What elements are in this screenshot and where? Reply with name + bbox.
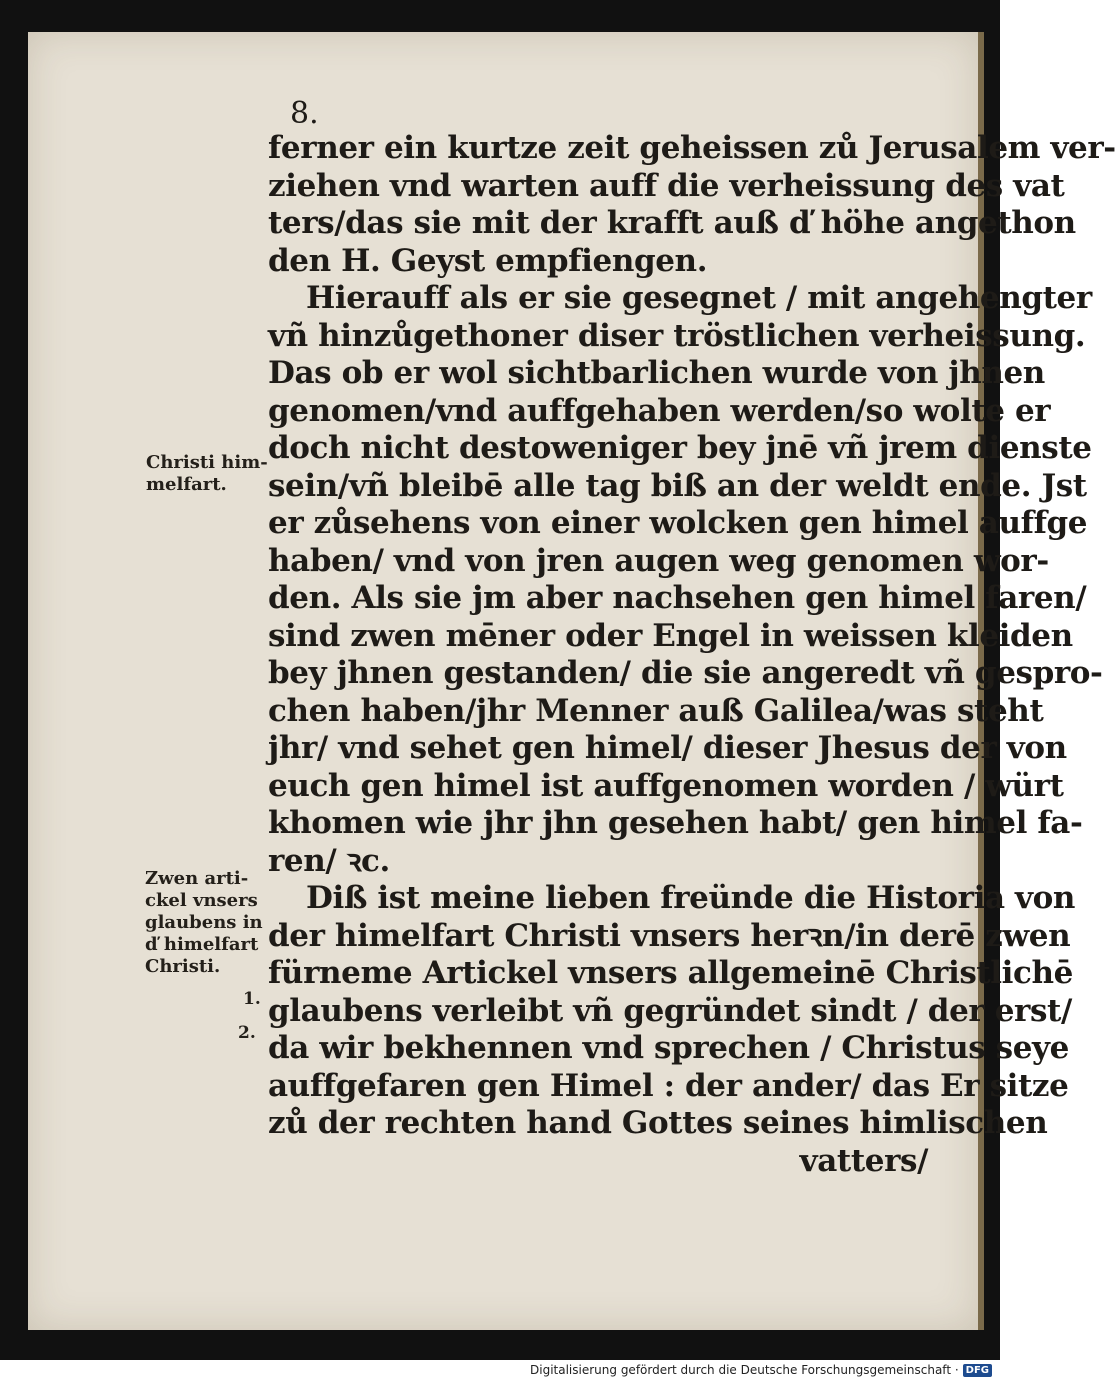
- text-line: chen haben/jhr Menner auß Galilea/was steht: [268, 692, 1044, 729]
- margin-note-line: glaubens in: [145, 912, 263, 933]
- footer-text: Digitalisierung gefördert durch die Deutsche Forschungsgemeinschaft ·: [530, 1363, 959, 1377]
- margin-note-line: melfart.: [146, 474, 227, 495]
- text-line: vñ hinzůgethoner diser tröstlichen verheissung.: [268, 317, 1086, 354]
- text-line: haben/ vnd von jren augen weg genomen wor-: [268, 542, 1049, 579]
- margin-note-artickel: [145, 868, 263, 978]
- text-line: den H. Geyst empfiengen.: [268, 242, 708, 279]
- text-line: glaubens verleibt vñ gegründet sindt / der erst/: [268, 992, 1072, 1029]
- page-number: 8.: [290, 96, 319, 131]
- text-line: jhr/ vnd sehet gen himel/ dieser Jhesus der von: [268, 730, 1067, 766]
- text-line: fürneme Artickel vnsers allgemeinē Christlichē: [268, 955, 1073, 991]
- margin-note-line: Christi him-: [146, 452, 268, 473]
- text-line: ren/ ꝛc.: [268, 842, 390, 879]
- text-line: er zůsehens von einer wolcken gen himel auffge: [268, 505, 1088, 541]
- text-line: ziehen vnd warten auff die verheissung des vat: [268, 167, 1065, 204]
- dfg-logo-icon: DFG: [963, 1364, 992, 1377]
- text-line: da wir bekhennen vnd sprechen / Christus seye: [268, 1030, 1069, 1066]
- text-line: genomen/vnd auffgehaben werden/so wolte er: [268, 392, 1051, 429]
- text-line: doch nicht destoweniger bey jnē vñ jrem dienste: [268, 430, 1092, 466]
- text-line: auffgefaren gen Himel : der ander/ das Er sitze: [268, 1067, 1069, 1104]
- margin-number-2: 2.: [238, 1023, 256, 1043]
- margin-note-line: Christi.: [145, 956, 221, 977]
- text-line: Das ob er wol sichtbarlichen wurde von jhnen: [268, 355, 1045, 391]
- catchword-line: vatters/: [799, 1142, 928, 1179]
- text-line: Hierauff als er sie gesegnet / mit angehengter: [306, 280, 1092, 316]
- text-line: Diß ist meine lieben freünde die Historia von: [306, 880, 1076, 916]
- text-line: zů der rechten hand Gottes seines himlischen: [268, 1105, 1048, 1141]
- text-line: khomen wie jhr jhn gesehen habt/ gen himel fa-: [268, 805, 1083, 841]
- margin-number-1: 1.: [243, 989, 261, 1009]
- text-line: bey jhnen gestanden/ die sie angeredt vñ gespro-: [268, 655, 1103, 691]
- text-line: ters/das sie mit der krafft auß ď höhe angethon: [268, 205, 1076, 241]
- text-line: ferner ein kurtze zeit geheissen zů Jerusalem ver-: [268, 130, 1116, 166]
- main-text-block: [268, 130, 1116, 1180]
- text-line: sein/vñ bleibē alle tag biß an der weldt ende. Jst: [268, 467, 1087, 504]
- text-line: sind zwen mēner oder Engel in weissen kleiden: [268, 617, 1073, 654]
- text-line: der himelfart Christi vnsers herꝛn/in derē zwen: [268, 917, 1071, 954]
- margin-note-line: ď himelfart: [145, 934, 259, 955]
- text-line: euch gen himel ist auffgenomen worden / würt: [268, 767, 1064, 804]
- margin-note-himelfart: [146, 452, 268, 496]
- margin-note-line: ckel vnsers: [145, 890, 258, 911]
- margin-note-line: Zwen arti-: [145, 868, 249, 889]
- text-line: den. Als sie jm aber nachsehen gen himel faren/: [268, 580, 1087, 616]
- footer-credit: [530, 1361, 992, 1379]
